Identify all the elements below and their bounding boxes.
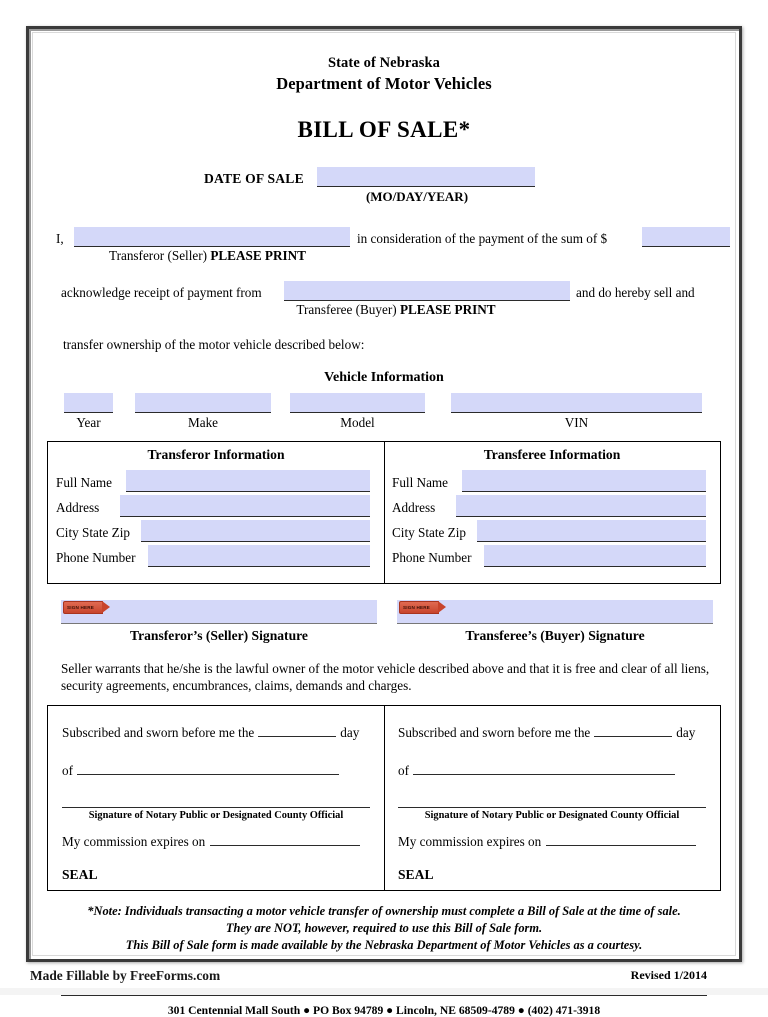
notary-left-subscribed-pre: Subscribed and sworn before me the xyxy=(62,724,255,740)
notary-left-commission-label: My commission expires on xyxy=(62,833,206,849)
note-line-1: *Note: Individuals transacting a motor vehicle transfer of ownership must complete a Bill of Sale at the time of sale. xyxy=(87,903,681,918)
transferee-information-column xyxy=(384,442,720,583)
transferor-full-name-input[interactable] xyxy=(126,470,370,492)
notary-left-signature-rule[interactable] xyxy=(62,807,370,808)
transferor-information-column xyxy=(48,442,384,583)
date-format-hint: (MO/DAY/YEAR) xyxy=(365,189,469,204)
sign-here-icon xyxy=(399,601,439,614)
vehicle-model-input[interactable] xyxy=(290,393,425,413)
buyer-signature-input[interactable] xyxy=(397,600,713,624)
notary-right-of-label: of xyxy=(398,762,409,778)
sign-here-tag-label: SIGN HERE xyxy=(67,605,95,610)
notary-right-of-line xyxy=(398,763,706,779)
viewer-bottom-strip xyxy=(0,988,768,995)
notary-left-column xyxy=(48,706,384,890)
transfer-ownership-text: transfer ownership of the motor vehicle described below: xyxy=(63,337,365,352)
buyer-statement-row xyxy=(47,277,721,301)
notary-right-seal-label: SEAL xyxy=(398,866,434,882)
vehicle-make-input[interactable] xyxy=(135,393,271,413)
notary-left-subscribed-line xyxy=(62,725,370,741)
acknowledge-text: acknowledge receipt of payment from xyxy=(61,285,262,300)
seller-signature-input[interactable] xyxy=(61,600,377,624)
seller-statement-row xyxy=(47,223,721,247)
transferor-full-name-label: Full Name xyxy=(56,475,113,490)
buyer-please-print: PLEASE PRINT xyxy=(399,302,496,317)
transferee-full-name-label: Full Name xyxy=(392,475,449,490)
notary-right-subscribed-pre: Subscribed and sworn before me the xyxy=(398,724,591,740)
transferor-phone-row xyxy=(48,542,384,567)
notary-left-seal-label: SEAL xyxy=(62,866,98,882)
transferee-full-name-row xyxy=(384,467,720,492)
transferor-address-label: Address xyxy=(56,500,100,515)
notary-right-day-label: day xyxy=(676,724,696,740)
buyer-caption-text: Transferee (Buyer) xyxy=(296,302,400,317)
transferee-full-name-input[interactable] xyxy=(462,470,706,492)
notary-left-day-blank[interactable] xyxy=(258,725,336,737)
seller-caption-text: Transferor (Seller) xyxy=(109,248,211,263)
vehicle-information-heading: Vehicle Information xyxy=(324,370,444,385)
acknowledge-tail-text: and do hereby sell and xyxy=(576,285,695,300)
notary-left-month-blank[interactable] xyxy=(77,763,339,775)
transferee-address-label: Address xyxy=(392,500,436,515)
notary-left-of-line xyxy=(62,763,370,779)
notary-right-day-blank[interactable] xyxy=(594,725,672,737)
buyer-caption xyxy=(47,302,721,318)
signature-fields-row xyxy=(47,598,721,624)
vehicle-make-label: Make xyxy=(187,415,219,430)
transferor-information-heading: Transferor Information xyxy=(147,447,285,462)
date-of-sale-row xyxy=(47,165,721,187)
notary-right-signature-rule[interactable] xyxy=(398,807,706,808)
notary-left-of-label: of xyxy=(62,762,73,778)
transferee-address-row xyxy=(384,492,720,517)
transferor-city-state-zip-input[interactable] xyxy=(141,520,370,542)
notary-right-commission-label: My commission expires on xyxy=(398,833,542,849)
transferee-address-input[interactable] xyxy=(456,495,706,517)
transferor-phone-label: Phone Number xyxy=(56,550,136,565)
transferor-phone-input[interactable] xyxy=(148,545,370,567)
seller-name-input[interactable] xyxy=(74,227,350,247)
signature-captions-row xyxy=(47,628,721,648)
i-label: I, xyxy=(56,231,64,246)
note-line-3: This Bill of Sale form is made available by the Nebraska Department of Motor Vehicles as a courtesy. xyxy=(125,937,643,952)
made-fillable-credit: Made Fillable by FreeForms.com xyxy=(30,968,221,983)
vehicle-labels-row xyxy=(47,415,721,433)
transferee-city-state-zip-label: City State Zip xyxy=(392,525,466,540)
consideration-text: in consideration of the payment of the sum of $ xyxy=(357,231,608,246)
vehicle-year-label: Year xyxy=(76,415,101,430)
date-of-sale-input[interactable] xyxy=(317,167,535,187)
notary-right-commission-blank[interactable] xyxy=(546,834,696,846)
transferee-phone-input[interactable] xyxy=(484,545,706,567)
page-title: BILL OF SALE* xyxy=(297,117,471,142)
transferee-information-heading: Transferee Information xyxy=(483,447,621,462)
notary-left-commission-line xyxy=(62,834,370,850)
seller-signature-caption: Transferor’s (Seller) Signature xyxy=(130,628,308,643)
notary-left-day-label: day xyxy=(340,724,360,740)
transferor-city-state-zip-label: City State Zip xyxy=(56,525,130,540)
notary-right-column xyxy=(384,706,720,890)
transferee-rows xyxy=(384,467,720,567)
notary-right-commission-line xyxy=(398,834,706,850)
notary-right-month-blank[interactable] xyxy=(413,763,675,775)
vehicle-vin-input[interactable] xyxy=(451,393,702,413)
sign-here-icon xyxy=(63,601,103,614)
seller-please-print: PLEASE PRINT xyxy=(210,248,306,263)
vehicle-model-label: Model xyxy=(340,415,375,430)
footer-divider xyxy=(61,995,707,996)
transferee-city-state-zip-input[interactable] xyxy=(477,520,706,542)
transferor-address-input[interactable] xyxy=(120,495,370,517)
party-information-box xyxy=(47,441,721,584)
transferee-city-state-zip-row xyxy=(384,517,720,542)
notary-right-subscribed-line xyxy=(398,725,706,741)
vehicle-vin-label: VIN xyxy=(564,415,589,430)
seller-caption xyxy=(47,248,721,264)
notary-left-commission-blank[interactable] xyxy=(210,834,360,846)
transferor-city-state-zip-row xyxy=(48,517,384,542)
date-of-sale-label: DATE OF SALE xyxy=(204,171,304,186)
agency-address-line: 301 Centennial Mall South ● PO Box 94789 ● Lincoln, NE 68509-4789 ● (402) 471-3918 xyxy=(167,1004,601,1017)
vehicle-fields-row xyxy=(47,391,721,413)
transferor-rows xyxy=(48,467,384,567)
buyer-signature-caption: Transferee’s (Buyer) Signature xyxy=(465,628,645,643)
sale-amount-input[interactable] xyxy=(642,227,730,247)
department-heading: Department of Motor Vehicles xyxy=(276,74,492,93)
sign-here-tag-label: SIGN HERE xyxy=(403,605,431,610)
notary-right-signature-caption: Signature of Notary Public or Designated County Official xyxy=(424,809,680,821)
vehicle-year-input[interactable] xyxy=(64,393,113,413)
transferor-full-name-row xyxy=(48,467,384,492)
notary-box xyxy=(47,705,721,891)
revision-date: Revised 1/2014 xyxy=(630,968,707,983)
transferee-phone-label: Phone Number xyxy=(392,550,472,565)
buyer-name-input[interactable] xyxy=(284,281,570,301)
transferee-phone-row xyxy=(384,542,720,567)
form-note xyxy=(47,903,721,954)
seller-warranty-text: Seller warrants that he/she is the lawful owner of the motor vehicle described above and that it is free and clear of all liens, security agreements, encumbrances, claims, demands and charges. xyxy=(61,661,710,694)
state-heading: State of Nebraska xyxy=(327,55,441,71)
notary-left-signature-caption: Signature of Notary Public or Designated County Official xyxy=(88,809,344,821)
transferor-address-row xyxy=(48,492,384,517)
note-line-2: They are NOT, however, required to use this Bill of Sale form. xyxy=(225,920,543,935)
